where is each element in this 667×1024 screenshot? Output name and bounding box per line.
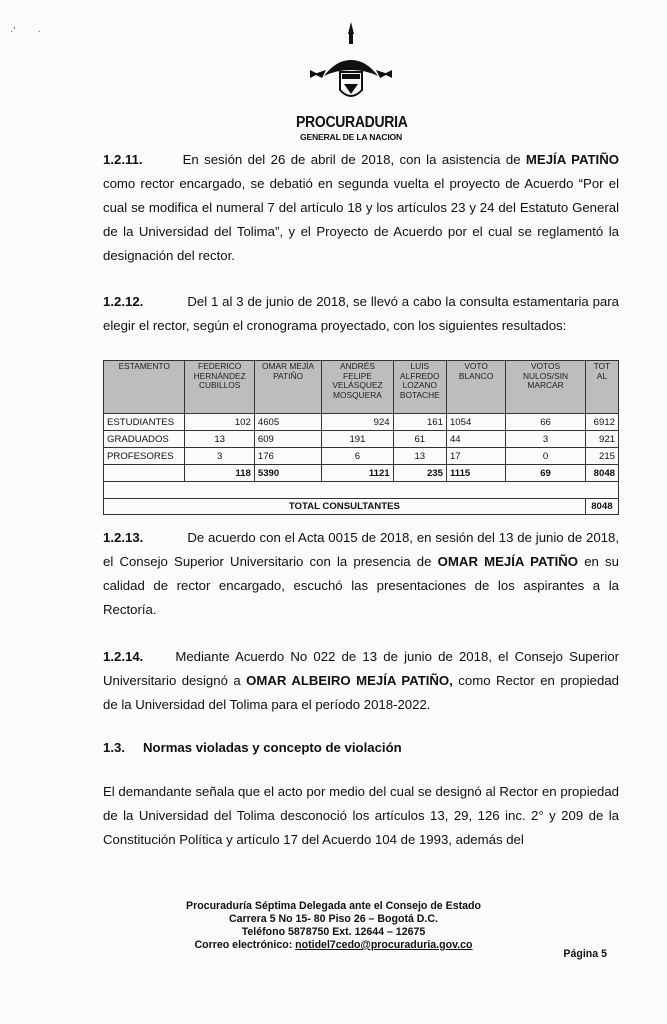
- paragraph-text: como rector encargado, se debatió en segunda vuelta el proyecto de Acuerdo “Por el cual se modifica el numeral 7 del artículo 18 y los artículos 23 y 24 del Estatuto General de la Universidad del Tolima”, y el Proyecto de Acuerdo por el cual se reglamentó la designación del rector.: [103, 176, 619, 263]
- table-cell: 191: [322, 431, 393, 448]
- table-row: [104, 414, 619, 431]
- table-cell: 921: [585, 431, 618, 448]
- logo-line1: PROCURADURIA: [296, 111, 408, 131]
- section-number: 1.2.14.: [103, 649, 144, 664]
- header-cell: ANDRÉS FELIPE VELÁSQUEZ MOSQUERA: [322, 361, 393, 414]
- total-label: TOTAL CONSULTANTES: [104, 499, 586, 515]
- paragraph-text: De acuerdo con el Acta 0015 de 2018, en sesión del 13 de junio de 2018, el Consejo Superior Universitario con la presencia de: [103, 530, 619, 569]
- section-number: 1.2.12.: [103, 294, 144, 309]
- logo-line2: GENERAL DE LA NACION: [300, 132, 402, 142]
- table-cell: 1121: [322, 465, 393, 482]
- header-cell: VOTO BLANCO: [446, 361, 505, 414]
- table-cell: 215: [585, 448, 618, 465]
- section-heading-1-3: [103, 736, 619, 760]
- table-cell: 17: [446, 448, 505, 465]
- table-cell: 44: [446, 431, 505, 448]
- table-row: [104, 431, 619, 448]
- email-label: Correo electrónico:: [194, 939, 296, 951]
- page-number: Página 5: [563, 948, 607, 960]
- header-cell: TOT AL: [585, 361, 618, 414]
- bold-name: MEJÍA PATIÑO: [525, 152, 619, 167]
- table-cell: 8048: [585, 465, 618, 482]
- header-cell: LUIS ALFREDO LOZANO BOTACHE: [393, 361, 446, 414]
- paragraph-1-2-11: [103, 148, 619, 268]
- paragraph-text: Mediante Acuerdo No 022 de 13 de junio de 2018, el Consejo Superior Universitario designó a: [103, 649, 619, 688]
- footer-line3: Teléfono 5878750 Ext. 12644 – 12675: [241, 926, 426, 938]
- section-title: Normas violadas y concepto de violación: [143, 740, 402, 755]
- paragraph-1-2-13: [103, 526, 619, 622]
- table-cell: 3: [185, 448, 254, 465]
- paragraph-text: en su calidad de rector encargado, escuchó las presentaciones de los aspirantes a la Rectoría.: [103, 554, 619, 617]
- section-number: 1.2.11.: [103, 152, 143, 167]
- header-cell: FEDERICO HERNÁNDEZ CUBILLOS: [185, 361, 254, 414]
- table-cell: 1054: [446, 414, 505, 431]
- table-cell: 6912: [585, 414, 618, 431]
- footer: [0, 900, 667, 952]
- table-cell: 6: [322, 448, 393, 465]
- bold-name: OMAR ALBEIRO MEJÍA PATIÑO,: [246, 673, 453, 688]
- table-cell: 102: [185, 414, 254, 431]
- footer-line1: Procuraduría Séptima Delegada ante el Consejo de Estado: [186, 900, 481, 912]
- coat-of-arms-icon: [296, 20, 406, 112]
- header-cell: OMAR MEJÍA PATIÑO: [254, 361, 321, 414]
- table-cell: 0: [506, 448, 585, 465]
- scan-marks: ·' ·: [10, 26, 41, 37]
- table-cell: 61: [393, 431, 446, 448]
- table-cell: 176: [254, 448, 321, 465]
- table-totals-row: [104, 465, 619, 482]
- section-number: 1.3.: [103, 740, 125, 755]
- paragraph-text: Del 1 al 3 de junio de 2018, se llevó a cabo la consulta estamentaria para elegir el rector, según el cronograma proyectado, con los siguientes resultados:: [103, 294, 619, 333]
- header-cell: VOTOS NULOS/SIN MARCAR: [506, 361, 585, 414]
- table-cell: 69: [506, 465, 585, 482]
- table-cell: 5390: [254, 465, 321, 482]
- table-cell: 3: [506, 431, 585, 448]
- table-cell: 4605: [254, 414, 321, 431]
- paragraph-1-2-14: [103, 645, 619, 717]
- table-cell: 13: [393, 448, 446, 465]
- paragraph-1-3-body: El demandante señala que el acto por medio del cual se designó al Rector en propiedad de la Universidad del Tolima desconoció los artículos 13, 29, 126 inc. 2° y 209 de la Constitución Política y artículo 17 del Acuerdo 104 de 1993, además del: [103, 784, 619, 847]
- section-number: 1.2.13.: [103, 530, 144, 545]
- paragraph-1-2-12: [103, 290, 619, 338]
- table-cell: 161: [393, 414, 446, 431]
- table-cell: 924: [322, 414, 393, 431]
- table-cell: PROFESORES: [104, 448, 185, 465]
- table-cell: 235: [393, 465, 446, 482]
- table-cell: 1115: [446, 465, 505, 482]
- table-row: [104, 448, 619, 465]
- table-cell: 66: [506, 414, 585, 431]
- table-cell: [104, 465, 185, 482]
- bold-name: OMAR MEJÍA PATIÑO: [437, 554, 579, 569]
- table-cell: ESTUDIANTES: [104, 414, 185, 431]
- table-cell: GRADUADOS: [104, 431, 185, 448]
- total-value: 8048: [585, 499, 618, 515]
- results-table: [103, 360, 619, 515]
- table-spacer-row: [104, 482, 619, 499]
- email-link[interactable]: notidel7cedo@procuraduria.gov.co: [295, 939, 473, 951]
- table-cell: 609: [254, 431, 321, 448]
- paragraph-text: como Rector en propiedad de la Universidad del Tolima para el período 2018-2022.: [103, 673, 619, 712]
- procuraduria-logo: [296, 20, 406, 150]
- table-cell: 118: [185, 465, 254, 482]
- paragraph-text: En sesión del 26 de abril de 2018, con la asistencia de: [182, 152, 526, 167]
- footer-line2: Carrera 5 No 15- 80 Piso 26 – Bogotá D.C.: [228, 913, 438, 925]
- table-total-consultantes-row: [104, 499, 619, 515]
- table-cell: 13: [185, 431, 254, 448]
- table-header-row: [104, 361, 619, 414]
- header-cell: ESTAMENTO: [104, 361, 185, 414]
